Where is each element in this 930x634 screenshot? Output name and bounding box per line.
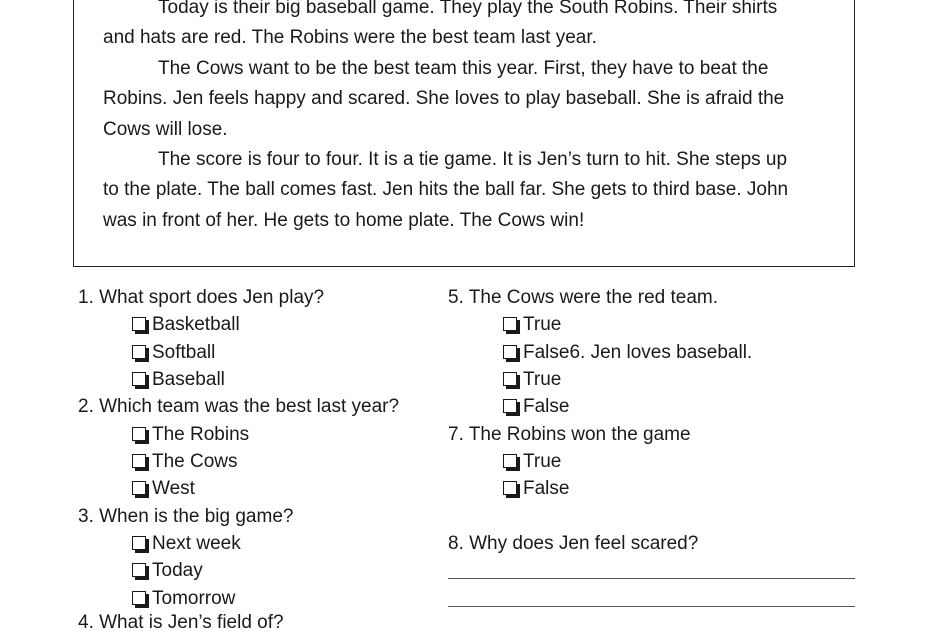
option-label: The Robins <box>152 424 250 445</box>
story-line-3: and hats are red. The Robins were the best team last year. <box>103 27 597 48</box>
q7-option-1[interactable] <box>503 451 561 473</box>
q5-option-1[interactable] <box>503 314 561 336</box>
checkbox-icon[interactable] <box>132 345 146 359</box>
checkbox-icon[interactable] <box>503 317 517 331</box>
question-8: 8. Why does Jen feel scared? <box>448 533 699 554</box>
option-label: Today <box>152 560 203 581</box>
q7-option-2[interactable] <box>503 478 569 500</box>
story-line-9: was in front of her. He gets to home plate. The Cows win! <box>103 210 585 231</box>
q3-option-3[interactable] <box>132 588 235 610</box>
answer-line-2[interactable] <box>448 606 855 607</box>
option-label: West <box>152 478 195 499</box>
story-line-4: The Cows want to be the best team this year. First, they have to beat the <box>158 58 769 79</box>
q1-option-3[interactable] <box>132 369 225 391</box>
checkbox-icon[interactable] <box>132 427 146 441</box>
q2-option-2[interactable] <box>132 451 238 473</box>
story-line-7: The score is four to four. It is a tie game. It is Jen’s turn to hit. She steps up <box>158 149 788 170</box>
q3-option-1[interactable] <box>132 533 241 555</box>
story-line-5: Robins. Jen feels happy and scared. She loves to play baseball. She is afraid the <box>103 88 785 109</box>
option-label: Next week <box>152 533 241 554</box>
checkbox-icon[interactable] <box>132 454 146 468</box>
q1-option-1[interactable] <box>132 314 240 336</box>
option-label: True <box>523 314 562 335</box>
option-label: False6. Jen loves baseball. <box>523 342 753 363</box>
story-line-8: to the plate. The ball comes fast. Jen hits the ball far. She gets to third base. John <box>103 179 789 200</box>
checkbox-icon[interactable] <box>503 481 517 495</box>
option-label: The Cows <box>152 451 238 472</box>
checkbox-icon[interactable] <box>503 345 517 359</box>
question-2: 2. Which team was the best last year? <box>78 396 400 417</box>
checkbox-icon[interactable] <box>503 454 517 468</box>
option-label: True <box>523 369 562 390</box>
option-label: Baseball <box>152 369 225 390</box>
story-line-2: Today is their big baseball game. They play the South Robins. Their shirts <box>158 0 778 18</box>
option-label: Softball <box>152 342 216 363</box>
checkbox-icon[interactable] <box>503 372 517 386</box>
option-label: False <box>523 478 570 499</box>
checkbox-icon[interactable] <box>503 399 517 413</box>
checkbox-icon[interactable] <box>132 317 146 331</box>
checkbox-icon[interactable] <box>132 536 146 550</box>
question-7: 7. The Robins won the game <box>448 424 691 445</box>
q2-option-3[interactable] <box>132 478 195 500</box>
q3-option-2[interactable] <box>132 560 203 582</box>
story-line-6: Cows will lose. <box>103 119 228 140</box>
q2-option-1[interactable] <box>132 424 249 446</box>
q6-option-2[interactable] <box>503 396 569 418</box>
option-label: True <box>523 451 562 472</box>
option-label: Tomorrow <box>152 588 236 609</box>
question-3: 3. When is the big game? <box>78 506 294 527</box>
option-label: Basketball <box>152 314 240 335</box>
q1-option-2[interactable] <box>132 342 215 364</box>
question-5: 5. The Cows were the red team. <box>448 287 718 308</box>
question-4: 4. What is Jen’s field of? <box>78 612 284 633</box>
option-label: False <box>523 396 570 417</box>
checkbox-icon[interactable] <box>132 481 146 495</box>
checkbox-icon[interactable] <box>132 591 146 605</box>
answer-line-1[interactable] <box>448 578 855 579</box>
question-1: 1. What sport does Jen play? <box>78 287 325 308</box>
checkbox-icon[interactable] <box>132 563 146 577</box>
checkbox-icon[interactable] <box>132 372 146 386</box>
story-box <box>73 0 855 267</box>
q5-option-2[interactable] <box>503 342 752 364</box>
q6-option-1[interactable] <box>503 369 561 391</box>
